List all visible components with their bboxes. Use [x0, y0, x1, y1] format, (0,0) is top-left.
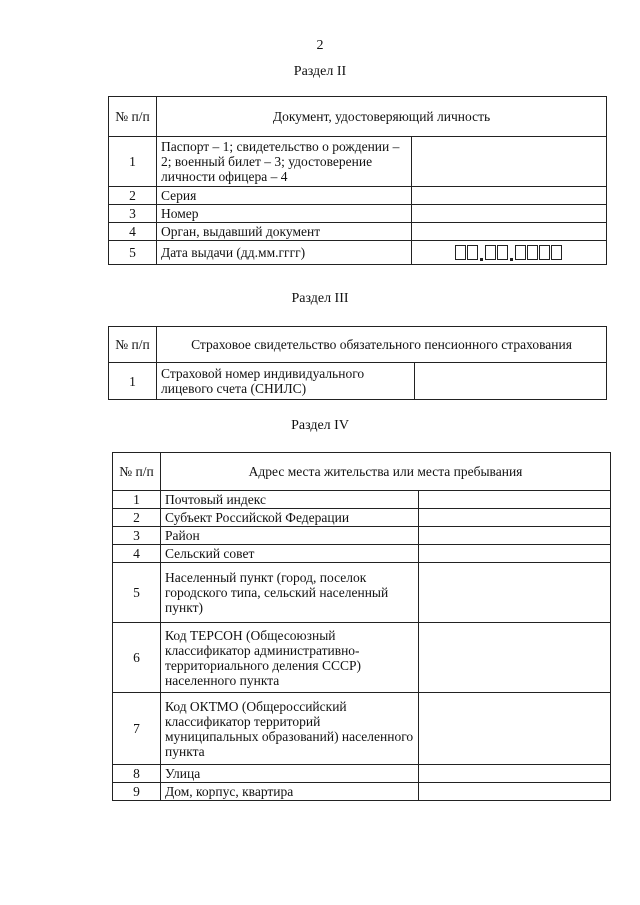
- oktmo-code-field[interactable]: [419, 693, 611, 765]
- row-label: Дом, корпус, квартира: [161, 783, 419, 801]
- column-header-number: № п/п: [113, 453, 161, 491]
- row-label: Страховой номер индивидуального лицевого счета (СНИЛС): [157, 363, 415, 400]
- table-row: [109, 137, 607, 187]
- table-row: [109, 205, 607, 223]
- section-4-table: [112, 452, 611, 801]
- row-number: 1: [113, 491, 161, 509]
- document-type-field[interactable]: [412, 137, 607, 187]
- date-digit-box[interactable]: [551, 245, 562, 260]
- row-number: 7: [113, 693, 161, 765]
- row-label: Номер: [157, 205, 412, 223]
- table-row: [113, 545, 611, 563]
- section-2-table: [108, 96, 607, 265]
- section-2-header: Документ, удостоверяющий личность: [157, 97, 607, 137]
- table-row: [109, 363, 607, 400]
- section-2-title: Раздел II: [293, 64, 347, 79]
- section-4-title: Раздел IV: [291, 418, 349, 433]
- table-row: [113, 693, 611, 765]
- row-label: Район: [161, 527, 419, 545]
- row-number: 1: [109, 137, 157, 187]
- series-field[interactable]: [412, 187, 607, 205]
- date-digit-box[interactable]: [455, 245, 466, 260]
- village-council-field[interactable]: [419, 545, 611, 563]
- row-number: 5: [113, 563, 161, 623]
- table-row: [113, 765, 611, 783]
- date-input-boxes[interactable]: [416, 244, 602, 262]
- region-field[interactable]: [419, 509, 611, 527]
- row-number: 4: [109, 223, 157, 241]
- table-row: [113, 491, 611, 509]
- column-header-number: № п/п: [109, 327, 157, 363]
- row-label: Код ТЕРСОН (Общесоюзный классификатор административно-территориального деления СССР) населенного пункта: [161, 623, 419, 693]
- row-number: 9: [113, 783, 161, 801]
- section-3-table: [108, 326, 607, 400]
- row-number: 3: [109, 205, 157, 223]
- table-row: [109, 223, 607, 241]
- row-number: 5: [109, 241, 157, 265]
- terson-code-field[interactable]: [419, 623, 611, 693]
- date-separator: [510, 258, 513, 261]
- table-row: [109, 241, 607, 265]
- row-number: 6: [113, 623, 161, 693]
- row-number: 1: [109, 363, 157, 400]
- table-row: [113, 527, 611, 545]
- row-number: 4: [113, 545, 161, 563]
- date-digit-box[interactable]: [485, 245, 496, 260]
- row-label: Дата выдачи (дд.мм.гггг): [157, 241, 412, 265]
- row-number: 3: [113, 527, 161, 545]
- date-digit-box[interactable]: [467, 245, 478, 260]
- column-header-number: № п/п: [109, 97, 157, 137]
- section-4-header: Адрес места жительства или места пребывания: [161, 453, 611, 491]
- row-number: 8: [113, 765, 161, 783]
- table-row: [113, 623, 611, 693]
- date-separator: [480, 258, 483, 261]
- snils-field[interactable]: [415, 363, 607, 400]
- date-digit-box[interactable]: [527, 245, 538, 260]
- page-number: 2: [316, 38, 324, 53]
- section-3-title: Раздел III: [291, 291, 349, 306]
- issuing-authority-field[interactable]: [412, 223, 607, 241]
- date-digit-box[interactable]: [539, 245, 550, 260]
- table-row: [113, 783, 611, 801]
- row-label: Код ОКТМО (Общероссийский классификатор территорий муниципальных образований) населенного пункта: [161, 693, 419, 765]
- row-label: Паспорт – 1; свидетельство о рождении – 2; военный билет – 3; удостоверение личности офицера – 4: [157, 137, 412, 187]
- date-digit-box[interactable]: [497, 245, 508, 260]
- table-row: [109, 187, 607, 205]
- house-field[interactable]: [419, 783, 611, 801]
- settlement-field[interactable]: [419, 563, 611, 623]
- row-number: 2: [109, 187, 157, 205]
- table-row: [113, 563, 611, 623]
- number-field[interactable]: [412, 205, 607, 223]
- section-3-header: Страховое свидетельство обязательного пенсионного страхования: [157, 327, 607, 363]
- issue-date-field[interactable]: [412, 241, 607, 265]
- row-label: Улица: [161, 765, 419, 783]
- row-label: Почтовый индекс: [161, 491, 419, 509]
- row-label: Субъект Российской Федерации: [161, 509, 419, 527]
- row-label: Сельский совет: [161, 545, 419, 563]
- postal-code-field[interactable]: [419, 491, 611, 509]
- district-field[interactable]: [419, 527, 611, 545]
- street-field[interactable]: [419, 765, 611, 783]
- row-number: 2: [113, 509, 161, 527]
- row-label: Орган, выдавший документ: [157, 223, 412, 241]
- date-digit-box[interactable]: [515, 245, 526, 260]
- row-label: Населенный пункт (город, поселок городского типа, сельский населенный пункт): [161, 563, 419, 623]
- table-row: [113, 509, 611, 527]
- row-label: Серия: [157, 187, 412, 205]
